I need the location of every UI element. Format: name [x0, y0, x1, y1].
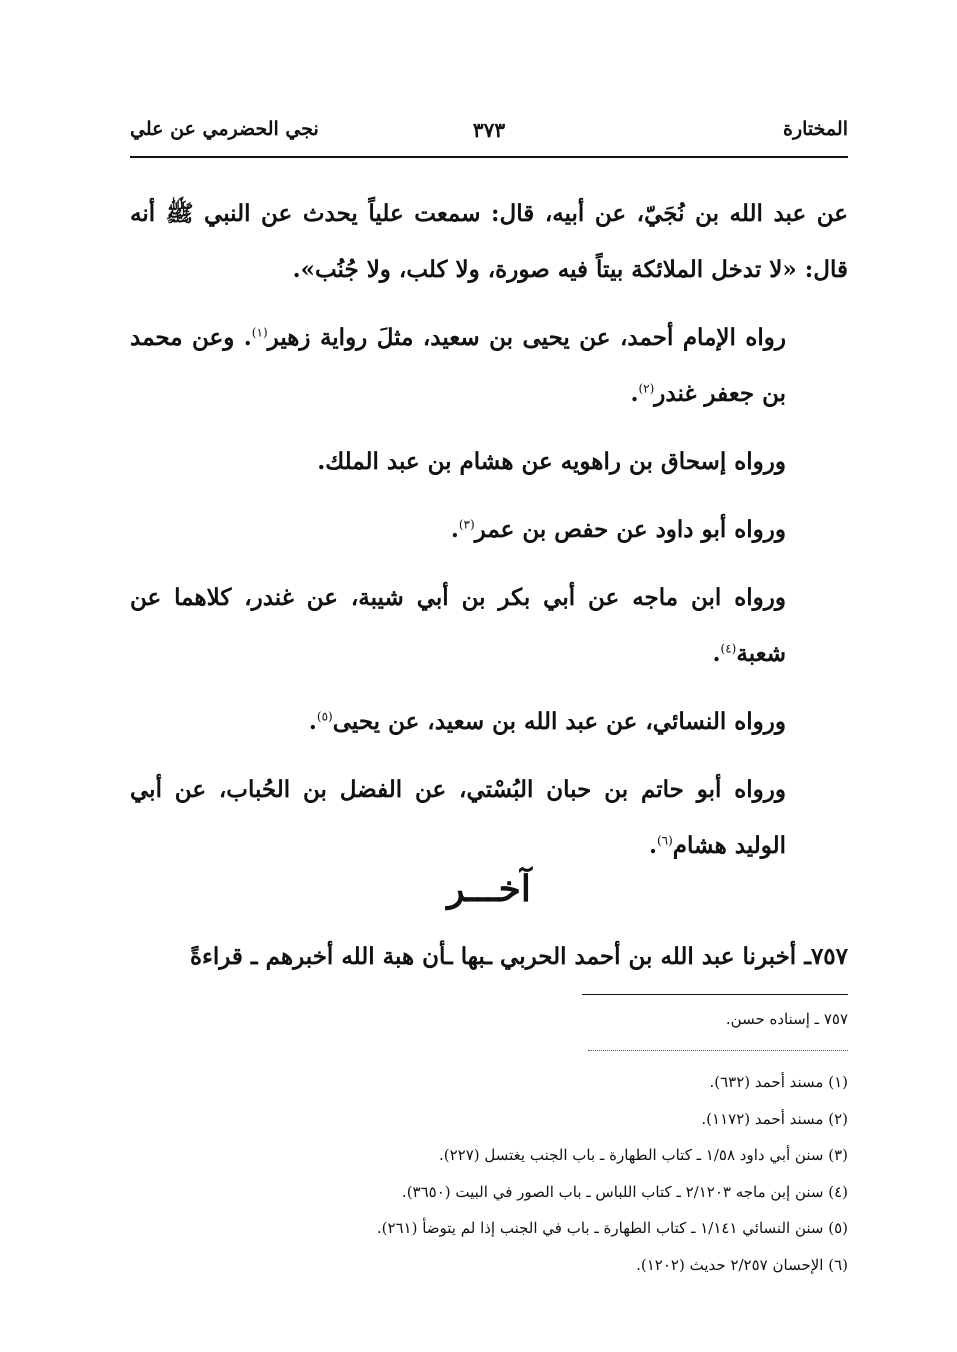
- footnote-marker[interactable]: (١): [251, 325, 268, 340]
- running-header: [130, 118, 848, 158]
- footnote-marker[interactable]: (٥): [316, 709, 333, 724]
- footnote-item: (١) مسند أحمد (٦٣٢).: [709, 1073, 848, 1091]
- page-number: ٣٧٣: [472, 118, 506, 142]
- narration-paragraph: ورواه أبو حاتم بن حبان البُسْتي، عن الفضل بن الحُباب، عن أبي الوليد هشام$^{(٦)}$.: [130, 776, 786, 859]
- footnotes-list: [128, 1064, 848, 1283]
- footnote-item: (٣) سنن أبي داود ١/٥٨ ـ كتاب الطهارة ـ باب الجنب يغتسل (٢٢٧).: [438, 1146, 848, 1164]
- narration-paragraph: ورواه ابن ماجه عن أبي بكر بن أبي شيبة، عن غندر، كلاهما عن شعبة$^{(٤)}$.: [130, 584, 786, 667]
- entry-footnote: ٧٥٧ ـ إسناده حسن.: [725, 1010, 848, 1028]
- footnote-marker[interactable]: (٤): [720, 641, 737, 656]
- footnote-marker[interactable]: (٣): [458, 517, 475, 532]
- section-heading: آخـــر: [447, 868, 531, 910]
- footnote-item: (٦) الإحسان ٢/٢٥٧ حديث (١٢٠٢).: [636, 1255, 848, 1274]
- hadith-text: عن عبد الله بن نُجَيّ، عن أبيه، قال: سمعت علياً يحدث عن النبي ﷺ أنه قال: «لا تدخل الملائكة بيتاً فيه صورة، ولا كلب، ولا جُنُب».: [130, 200, 848, 283]
- narration-paragraph: رواه الإمام أحمد، عن يحيى بن سعيد، مثلَ رواية زهير$^{(١)}$. وعن محمد بن جعفر غندر$^{(٢)}$.: [130, 324, 786, 407]
- footnote-item: (٥) سنن النسائي ١/١٤١ ـ كتاب الطهارة ـ باب في الجنب إذا لم يتوضأ (٢٦١).: [376, 1219, 848, 1237]
- narration-paragraph: ورواه أبو داود عن حفص بن عمر$^{(٣)}$.: [450, 516, 786, 543]
- footnote-dotted-rule: [588, 1050, 848, 1051]
- hadith-entry-757: ٧٥٧ـ أخبرنا عبد الله بن أحمد الحربي ـبها ـأن هبة الله أخبرهم ـ قراءةً: [189, 943, 848, 970]
- book-title: المختارة: [783, 118, 848, 140]
- header-rule: [130, 156, 848, 158]
- footnote-marker[interactable]: (٢): [638, 381, 655, 396]
- narration-paragraph: ورواه النسائي، عن عبد الله بن سعيد، عن يحيى$^{(٥)}$.: [308, 708, 786, 735]
- footnote-item: (٤) سنن إبن ماجه ٢/١٢٠٣ ـ كتاب اللباس ـ باب الصور في البيت (٣٦٥٠).: [401, 1182, 848, 1201]
- footnote-item: (٢) مسند أحمد (١١٧٢).: [701, 1109, 848, 1128]
- main-text: [130, 186, 848, 886]
- narration-paragraph: ورواه إسحاق بن راهويه عن هشام بن عبد الملك.: [317, 448, 786, 475]
- chapter-title: نجي الحضرمي عن علي: [130, 118, 319, 140]
- footnote-marker[interactable]: (٦): [656, 833, 673, 848]
- footnote-separator: [582, 994, 848, 995]
